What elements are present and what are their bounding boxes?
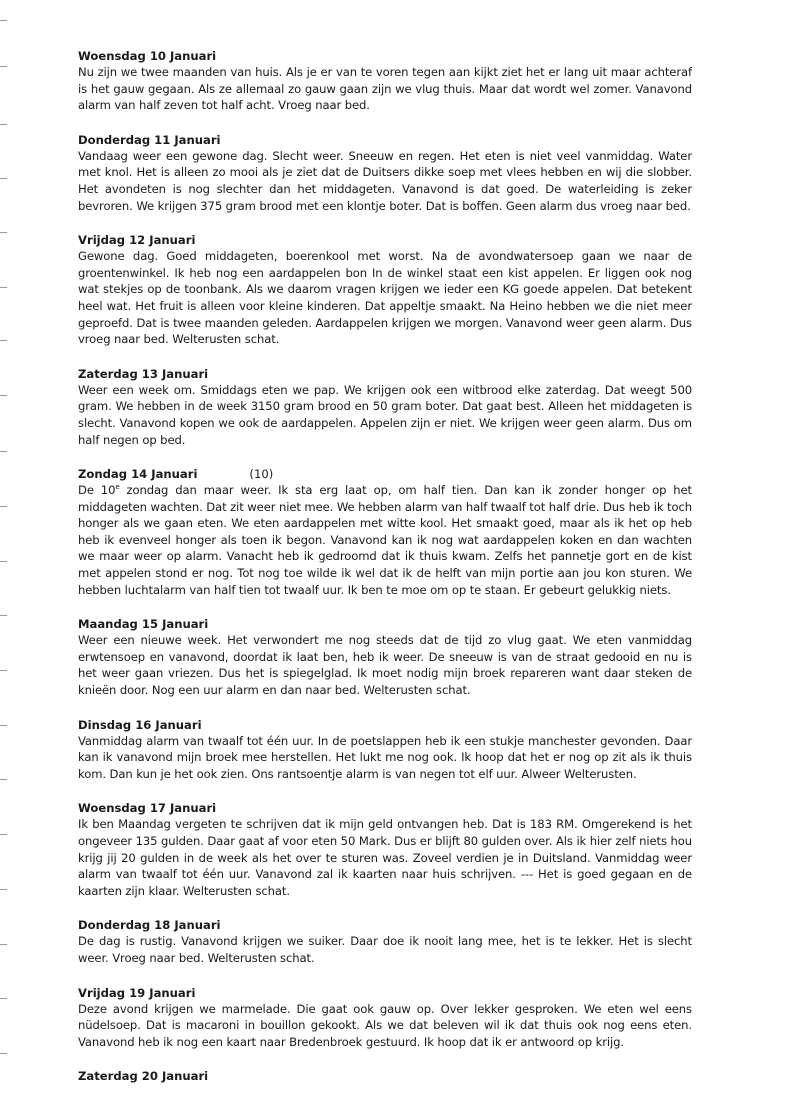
margin-tick (0, 451, 7, 452)
diary-entry (78, 232, 692, 348)
margin-tick (0, 20, 7, 21)
entry-text: Gewone dag. Goed middageten, boerenkool met worst. Na de avondwatersoep gaan we naar de groentenwinkel. Ik heb nog een aardappelen bon In de winkel staat een kist appelen. Er liggen ook nog wat stekjes op de toonbank. Als we daarom vragen krijgen we ieder een KG goede appelen. Dat betekent heel wat. Het fruit is alleen voor kleine kinderen. Dat appeltje smaakt. Na Heino hebben we die niet meer geproefd. Dat is twee maanden geleden. Aardappelen krijgen we morgen. Vanavond weer geen alarm. Dus vroeg naar bed. Welterusten schat. (78, 249, 692, 347)
margin-tick (0, 725, 7, 726)
week-number: (10) (249, 467, 274, 482)
margin-tick (0, 287, 7, 288)
entry-date-heading: Dinsdag 16 Januari (78, 717, 202, 732)
entry-date-heading: Zaterdag 13 Januari (78, 366, 209, 381)
entry-date-label: Zondag 14 Januari (78, 467, 198, 482)
margin-tick (0, 66, 7, 67)
margin-tick (0, 395, 7, 396)
entry-text: Weer een week om. Smiddags eten we pap. We krijgen ook een witbrood elke zaterdag. Dat weegt 500 gram. We hebben in de week 3150 gram brood en 50 gram boter. Dat gaat best. Alleen het middageten is slecht. Vanavond kopen we ook de aardappelen. Appelen zijn er niet. We krijgen weer geen alarm. Dus om half negen op bed. (78, 382, 692, 447)
margin-tick (0, 340, 7, 341)
entry-date-heading: Zaterdag 20 Januari (78, 1069, 209, 1084)
diary-entry (78, 985, 692, 1051)
diary-entry (78, 48, 692, 114)
entry-date-heading: Donderdag 11 Januari (78, 132, 221, 147)
entry-text: De dag is rustig. Vanavond krijgen we suiker. Daar doe ik nooit lang mee, het is te lekker. Het is slecht weer. Vroeg naar bed. Welterusten schat. (78, 934, 692, 965)
margin-tick (0, 1053, 7, 1054)
entry-text-start: De 10 (78, 483, 116, 498)
entry-date-heading: Donderdag 18 Januari (78, 918, 221, 933)
margin-tick (0, 998, 7, 999)
entry-text: Vandaag weer een gewone dag. Slecht weer. Sneeuw en regen. Het eten is niet veel vanmiddag. Water met knol. Het is alleen zo mooi als je ziet dat de Duitsers dikke soep met vlees hebben en wij die slobber. Het avondeten is nog slechter dan het middageten. Vanavond is dat goed. De waterleiding is zeker bevroren. We krijgen 375 gram brood met een klontje boter. Dat is boffen. Geen alarm dus vroeg naar bed. (78, 148, 692, 213)
entry-text-rest: zondag dan maar weer. Ik sta erg laat op, om half tien. Dan kan ik zonder honger op het middageten wachten. Dat zit weer niet mee. We hebben alarm van half twaalf tot half drie. Dus heb ik toch honger als we gaan eten. We eten aardappelen met witte kool. Het smaakt goed, maar als ik het op heb heb ik evenveel honger als toen ik begon. Vanavond kan ik nog wat aardappelen koken en dan wachten we maar weer op alarm. Vanacht heb ik gedroomd dat ik thuis kwam. Zelfs het pannetje gort en de kist met appelen stond er nog. Tot nog toe wilde ik wel dat ik de helft van mijn portie aan jou kon sturen. We hebben luchtalarm van half tien tot twaalf uur. Ik ben te moe om op te staan. Er gebeurt gelukkig niets. (78, 483, 693, 597)
margin-tick (0, 615, 7, 616)
diary-entry (78, 366, 692, 448)
diary-entry (78, 717, 692, 783)
entry-date-heading: Woensdag 17 Januari (78, 801, 217, 816)
entry-text: Weer een nieuwe week. Het verwondert me nog steeds dat de tijd zo vlug gaat. We eten vanmiddag erwtensoep en vanavond, doordat ik laat ben, heb ik weer. De sneeuw is van de straat gedooid en nu is het weer gaan vriezen. Dus het is spiegelglad. Ik moet nodig mijn broek repareren want daar steken de knieën door. Nog een uur alarm en dan naar bed. Welterusten schat. (78, 633, 692, 698)
margin-tick (0, 944, 7, 945)
margin-tick (0, 834, 7, 835)
diary-page (78, 48, 692, 1102)
entry-text: Nu zijn we twee maanden van huis. Als je er van te voren tegen aan kijkt ziet het er lang uit maar achteraf is het gauw gegaan. Als ze allemaal zo gauw gaan zijn we vlug thuis. Maar dat wordt wel zomer. Vanavond alarm van half zeven tot half acht. Vroeg naar bed. (78, 65, 692, 113)
diary-entry (78, 132, 692, 214)
ordinal-suffix: e (115, 483, 120, 492)
margin-tick (0, 889, 7, 890)
margin-tick (0, 506, 7, 507)
entry-date-heading (78, 466, 692, 482)
entry-text: Vanmiddag alarm van twaalf tot één uur. In de poetslappen heb ik een stukje manchester gevonden. Daar kan ik vanavond mijn broek mee herstellen. Het lukt me nog ook. Ik hoop dat het er nog op zit als ik thuis kom. Dan kun je het ook zien. Ons rantsoentje alarm is van negen tot elf uur. Alweer Welterusten. (78, 733, 692, 781)
margin-tick (0, 779, 7, 780)
margin-tick (0, 178, 7, 179)
entry-text: Deze avond krijgen we marmelade. Die gaat ook gauw op. Over lekker gesproken. We eten wel eens nüdelsoep. Dat is macaroni in bouillon gekookt. Als we dat beleven wil ik dat thuis ook nog eens eten. Vanavond heb ik nog een kaart naar Bredenbroek gestuurd. Ik hoop dat ik er antwoord op krijg. (78, 1001, 692, 1049)
entry-text (78, 482, 692, 598)
margin-tick (0, 561, 7, 562)
margin-tick (0, 124, 7, 125)
diary-entry (78, 1068, 692, 1084)
entry-date-heading: Woensdag 10 Januari (78, 49, 217, 63)
entry-date-heading: Vrijdag 19 Januari (78, 985, 196, 1000)
diary-entry (78, 917, 692, 966)
entry-date-heading: Maandag 15 Januari (78, 617, 209, 632)
margin-tick (0, 670, 7, 671)
diary-entry (78, 466, 692, 598)
entry-text: Ik ben Maandag vergeten te schrijven dat ik mijn geld ontvangen heb. Dat is 183 RM. Omgerekend is het ongeveer 135 gulden. Daar gaat af voor eten 50 Mark. Dus er blijft 80 gulden over. Als ik hier zelf niets hou krijg jij 20 gulden in de week als het over te sturen was. Zoveel verdien je in Duitsland. Vanmiddag weer alarm van twaalf tot één uur. Vanavond zal ik kaarten naar huis schrijven. --- Het is goed gegaan en de kaarten zijn klaar. Welterusten schat. (78, 817, 692, 898)
margin-tick (0, 232, 7, 233)
entry-date-heading: Vrijdag 12 Januari (78, 233, 196, 248)
diary-entry (78, 800, 692, 899)
diary-entry (78, 616, 692, 698)
